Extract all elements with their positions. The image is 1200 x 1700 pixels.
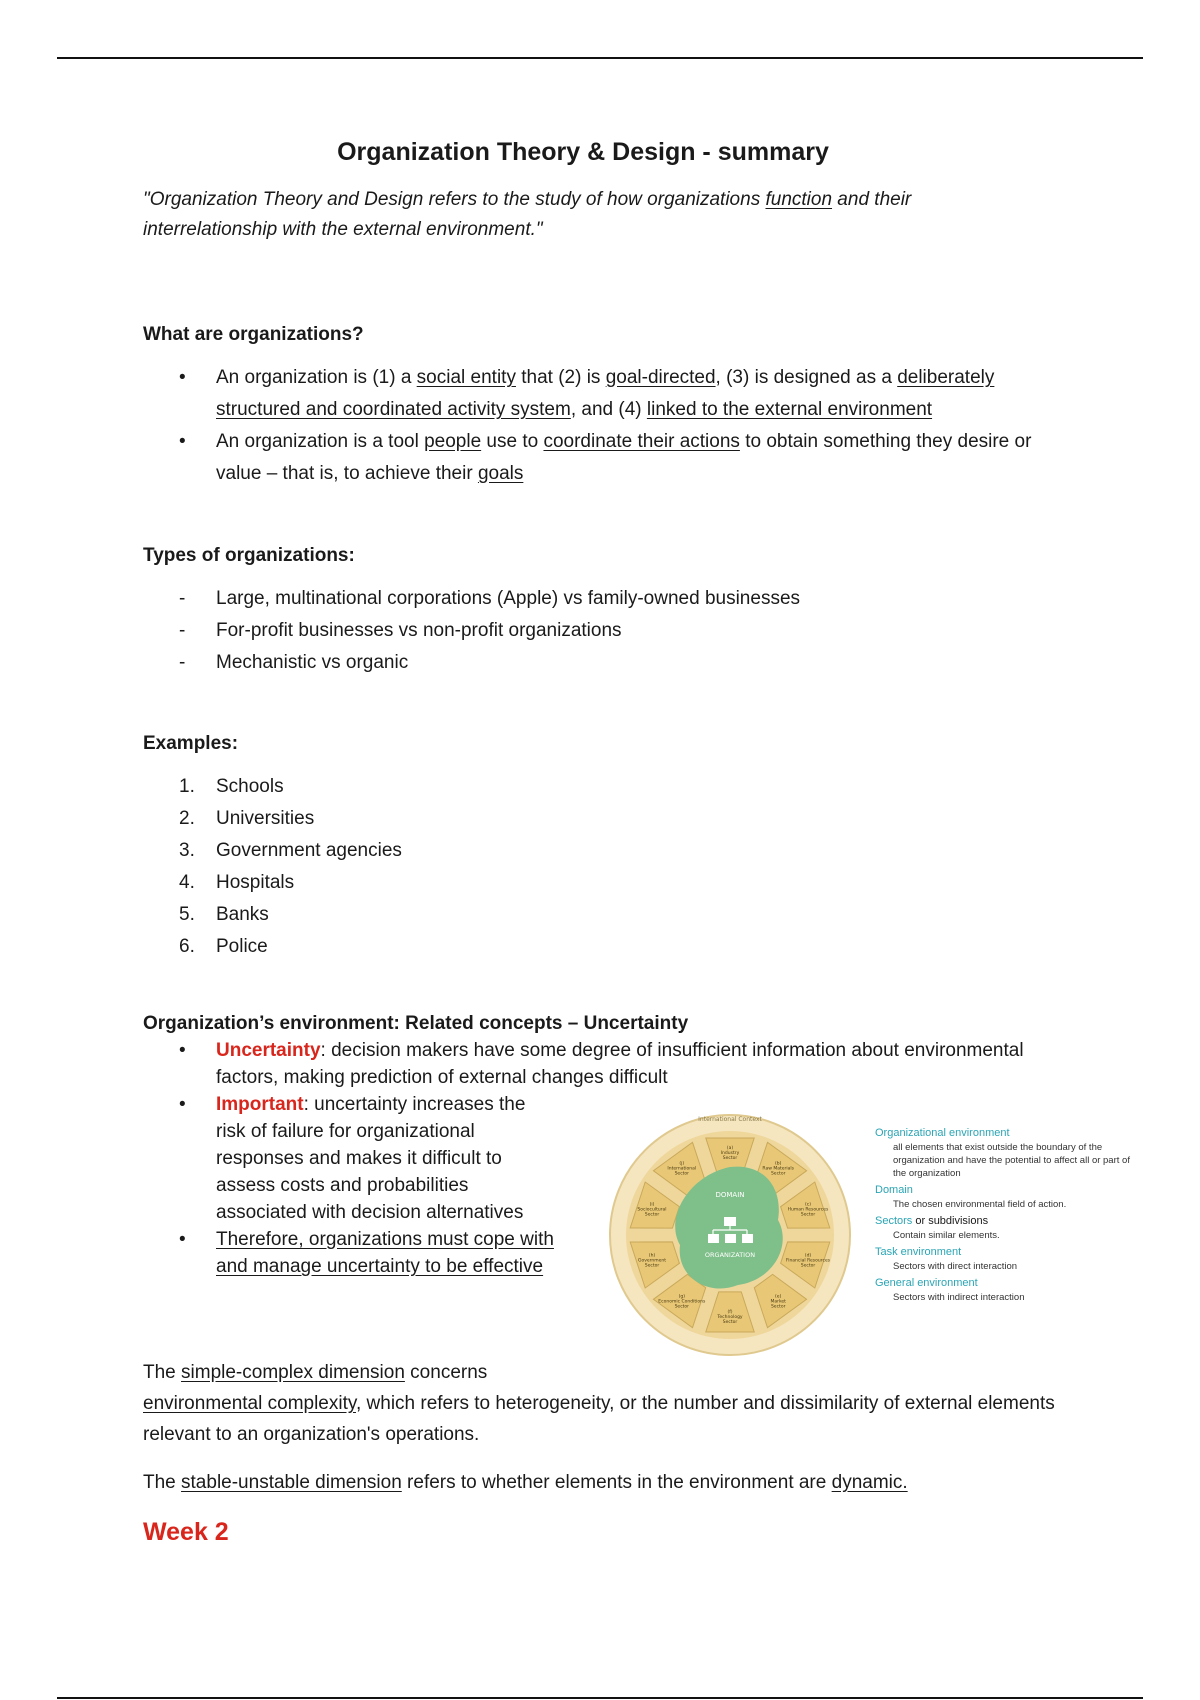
examples-list [143,771,1043,963]
dash-icon: - [179,652,186,673]
sector-label: (j) International Sector [667,1161,697,1177]
types-item-1: For-profit businesses vs non-profit organizations [216,620,622,641]
what-b1-t1: An organization is (1) a [216,367,417,388]
list-item [143,1091,556,1226]
domain-label: DOMAIN [715,1191,745,1199]
list-item [143,867,1043,899]
stable-t2: refers to whether elements in the environment are [401,1472,832,1493]
outer-context-label: International Context [698,1116,762,1123]
sector-label: (h) Government Sector [637,1253,667,1269]
number-marker: 4. [179,872,195,893]
simple-t1: The [143,1362,182,1383]
example-item-0: Schools [216,776,284,797]
example-item-1: Universities [216,808,315,829]
legend-key-0: Organizational environment [875,1127,1010,1139]
legend-rest-2: or subdivisions [912,1215,989,1227]
section-types [143,545,1043,679]
list-item [143,931,1043,963]
example-item-3: Hospitals [216,872,295,893]
legend-sub-2: Contain similar elements. [893,1230,1000,1241]
example-item-2: Government agencies [216,840,402,861]
section-what [143,324,1043,490]
env-heading: Organization’s environment: Related concepts – Uncertainty [143,1013,689,1034]
intro-function-underlined: function [765,189,833,210]
legend-item [875,1277,1135,1304]
what-b1-u3: deliberately structured and coordinated activity system [216,367,995,420]
legend-item [875,1184,1135,1211]
uncertainty-text: : decision makers have some degree of insufficient information about environmental factors, making prediction of external changes difficult [216,1040,1024,1088]
what-b1-u1: social entity [416,367,516,388]
legend-key-4: General environment [875,1277,978,1289]
therefore-text: Therefore, organizations must cope with and manage uncertainty to be effective [216,1229,554,1277]
list-item [143,899,1043,931]
simple-u2: environmental complexity [143,1393,356,1414]
list-item [143,771,1043,803]
intro-quote [143,185,1023,245]
what-b2-u1: people [424,431,482,452]
sector-label: (b) Raw Materials Sector [762,1161,794,1177]
sector-label: (d) Financial Resources Sector [785,1253,831,1269]
bottom-rule [57,1697,1143,1699]
number-marker: 2. [179,808,195,829]
legend-sub-3: Sectors with direct interaction [893,1261,1018,1272]
uncertainty-key: Uncertainty [216,1040,321,1061]
list-item [143,615,1043,647]
example-item-4: Banks [216,904,269,925]
page-title: Organization Theory & Design - summary [337,138,829,166]
legend-sub-4: Sectors with indirect interaction [893,1292,1025,1303]
sector-label: (i) Sociocultural Sector [637,1202,667,1218]
what-b2-u2: coordinate their actions [543,431,740,452]
important-text: : uncertainty increases the risk of failure for organizational responses and makes it difficult to assess costs and probabilities associated with decision alternatives [216,1094,526,1223]
org-chart-box-icon [742,1234,753,1243]
number-marker: 3. [179,840,195,861]
week-heading: Week 2 [143,1518,229,1546]
legend-key-3: Task environment [875,1246,962,1258]
stable-u1: stable-unstable dimension [181,1472,402,1493]
list-item [143,803,1043,835]
list-item [143,426,1043,490]
legend-key-1: Domain [875,1184,913,1196]
types-item-2: Mechanistic vs organic [216,652,409,673]
what-list [143,362,1043,490]
what-b2-u3: goals [477,463,524,484]
bullet-icon: • [179,367,186,388]
dash-icon: - [179,588,186,609]
types-list [143,583,1043,679]
list-item [143,583,1043,615]
sector-label: (f) Technology Sector [717,1310,743,1325]
number-marker: 1. [179,776,195,797]
important-key: Important [216,1094,304,1115]
organization-label: ORGANIZATION [704,1251,756,1259]
stable-u2: dynamic. [831,1472,908,1493]
intro-text-1: "Organization Theory and Design refers to the study of how organizations [143,189,766,210]
what-b2-t2: use to [481,431,544,452]
sector-label: (g) Economic Conditions Sector [658,1294,706,1310]
bullet-icon: • [179,1040,186,1061]
sector-label: (a) Industry Sector [720,1146,740,1161]
sector-label: (c) Human Resources Sector [787,1202,829,1218]
intro-text-2: and their interrelationship with the external environment." [143,189,912,240]
legend-sub-0: all elements that exist outside the boundary of the organization and have the potential to affect all or part of the organization [893,1142,1130,1179]
list-item [143,1037,1026,1091]
org-chart-box-icon [725,1234,736,1243]
what-b2-t3: to obtain something they desire or value – that is, to achieve their [216,431,1032,484]
sector-label: (e) Market Sector [770,1294,786,1310]
list-item [143,647,1043,679]
legend-key-2: Sectors [875,1215,913,1227]
what-heading: What are organizations? [143,324,364,345]
list-item [143,362,1043,426]
legend-item [875,1127,1135,1180]
bullet-icon: • [179,1229,186,1250]
types-heading: Types of organizations: [143,545,355,566]
list-item [143,1226,556,1280]
document-header [143,138,1073,245]
what-b1-u2: goal-directed [605,367,716,388]
dash-icon: - [179,620,186,641]
org-chart-top-icon [724,1217,736,1226]
stable-unstable-paragraph [143,1467,1073,1498]
types-item-0: Large, multinational corporations (Apple) vs family-owned businesses [216,588,801,609]
what-b1-t3: , (3) is designed as a [715,367,898,388]
list-item [143,835,1043,867]
legend-item [875,1215,1135,1242]
what-b1-t4: , and (4) [570,399,647,420]
diagram-legend [875,1127,1135,1308]
number-marker: 6. [179,936,195,957]
environment-diagram [578,1105,868,1365]
org-chart-box-icon [708,1234,719,1243]
simple-u1: simple-complex dimension [181,1362,405,1383]
number-marker: 5. [179,904,195,925]
bullet-icon: • [179,1094,186,1115]
bullet-icon: • [179,431,186,452]
section-examples [143,733,1043,963]
simple-t2: concerns [404,1362,488,1383]
legend-item [875,1246,1135,1273]
examples-heading: Examples: [143,733,239,754]
top-rule [57,57,1143,59]
legend-sub-1: The chosen environmental field of action. [893,1199,1067,1210]
stable-t1: The [143,1472,182,1493]
example-item-5: Police [216,936,268,957]
what-b1-t2: that (2) is [515,367,606,388]
what-b2-t1: An organization is a tool [216,431,425,452]
simple-t3: , which refers to heterogeneity, or the number and dissimilarity of external elements relevant to an organization's operations. [143,1393,1055,1445]
what-b1-u4: linked to the external environment [646,399,933,420]
simple-complex-paragraph [143,1357,1073,1450]
